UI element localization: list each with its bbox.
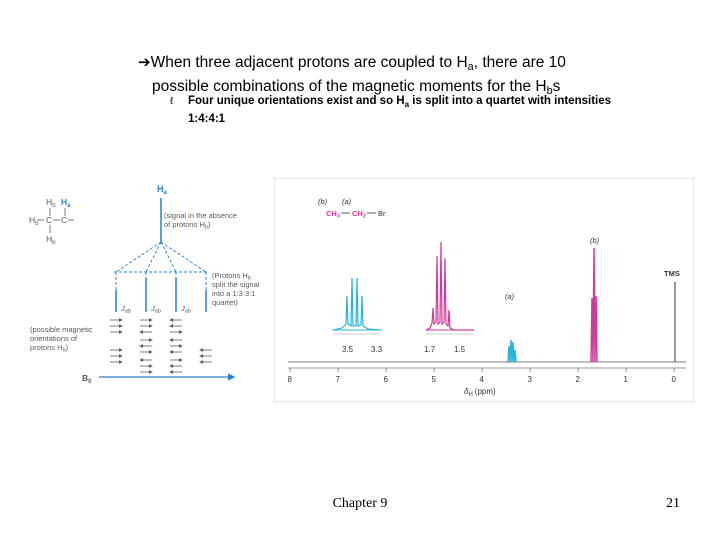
svg-text:CH2: $CH_2$ [352,209,366,220]
peak-label-b: (b) [590,236,600,245]
svg-text:(possible magnetic: (possible magnetic [30,325,93,334]
svg-text:orientations of: orientations of [30,334,78,343]
main-bullet-sub-1: a [467,61,474,73]
sub-bullet-text-pre: Four unique orientations exist and so H [188,95,405,107]
x-tick-label: 2 [575,375,580,384]
svg-text:Ha: $H_a$ [61,197,71,209]
x-tick-label: 0 [671,375,676,384]
signal-note [164,211,237,231]
splitting-tree [114,242,208,302]
svg-text:(Protons Hb: (Protons $H_b$ [212,271,251,282]
main-bullet-line-1 [138,53,698,77]
svg-text:C: C [46,215,53,225]
sub-bullet-mark-icon: ℓ [170,96,174,107]
x-tick-label: 8 [287,375,292,384]
svg-text:3.5: 3.5 [342,345,354,354]
main-bullet-text-1b: , there are 10 [473,54,566,71]
peak-label-a: (a) [505,292,515,301]
svg-text:protons Hb): protons $H_b$) [30,343,69,354]
sub-bullet [170,94,650,127]
main-bullet-text-2b: s [552,78,561,95]
svg-text:Jab: $J_{ab}$ [151,304,161,315]
svg-text:(b): (b) [318,197,328,206]
sub-bullet-text-post: is split into a quartet with intensities 1:4:4:1 [188,95,612,125]
svg-text:Jab: $J_{ab}$ [121,304,131,315]
svg-text:Jab: $J_{ab}$ [181,304,191,315]
main-bullet-text-2: possible combinations of the magnetic moments for the H [152,78,547,95]
ethyl-structure [29,197,74,246]
ha-signal-label: $H_a$ [157,184,167,196]
nmr-spectrum [274,178,694,402]
svg-text:1.5: 1.5 [454,345,466,354]
footer-page-number: 21 [666,496,680,511]
b0-label: $B_0$ [82,373,92,385]
svg-text:C: C [61,215,68,225]
svg-text:3.3: 3.3 [371,345,383,354]
svg-text:Hb: $H_b$ [46,234,56,246]
coupling-constants [120,304,191,315]
x-axis-label: $\delta_H$ (ppm) [464,387,496,398]
splitting-diagram [24,180,274,390]
x-tick-label: 3 [527,375,532,384]
x-tick-label: 6 [383,375,388,384]
x-tick-label: 4 [479,375,484,384]
svg-text:1.7: 1.7 [424,345,436,354]
split-note [212,271,260,307]
x-tick-label: 1 [623,375,628,384]
svg-text:split the signal: split the signal [212,280,260,289]
sub-bullet-subscript: a [404,100,410,109]
orientation-note [30,325,93,354]
arrow-bullet-icon: ➔ [138,54,151,71]
sub-bullet-text [170,94,650,127]
svg-text:Hb: $H_b$ [46,197,56,209]
svg-text:(a): (a) [342,197,352,206]
svg-text:Br: Br [378,209,386,218]
footer-chapter: Chapter 9 [332,496,388,511]
svg-text:CH3: $CH_3$ [326,209,340,220]
peak-label-tms: TMS [664,269,680,278]
x-tick-label: 7 [335,375,340,384]
svg-text:Hb: $H_b$ [29,215,39,227]
main-bullet-sub-2: b [546,85,553,97]
x-tick-label: 5 [431,375,436,384]
quartet-lines [116,278,206,312]
svg-text:(signal in the absence: (signal in the absence [164,211,237,220]
svg-text:quartet): quartet) [212,298,238,307]
main-bullet-text-1: When three adjacent protons are coupled to H [150,54,468,71]
orientation-arrows [110,320,212,372]
svg-text:into a 1:3:3:1: into a 1:3:3:1 [212,289,256,298]
svg-text:of protons Hb): of protons $H_b$) [164,220,211,231]
